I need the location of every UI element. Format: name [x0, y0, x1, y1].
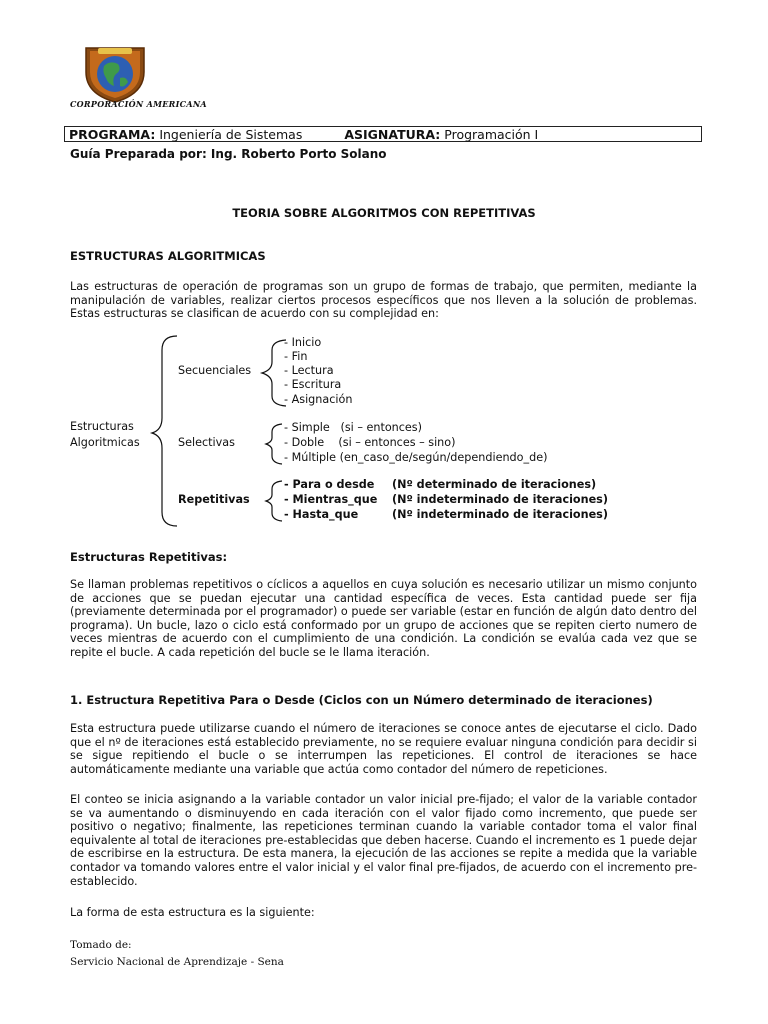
subject-label: ASIGNATURA: — [344, 127, 441, 142]
list-item: - Asignación — [284, 393, 353, 406]
root-label-line1: Estructuras — [70, 420, 134, 433]
list-item-desc: (Nº determinado de iteraciones) — [392, 478, 597, 491]
section-heading-repetitivas: Estructuras Repetitivas: — [70, 550, 228, 564]
para-desde-paragraph-1: Esta estructura puede utilizarse cuando el número de iteraciones se conoce antes de ejecutarse el ciclo. Dado que el nº de iteraciones está establecido previamente, no se requiere evaluar ninguna condición para decidir si se sigue repitiendo el bucle o se interrumpen las repeticiones. El control de iteraciones se hace automáticamente mediante una variable que actúa como contador del número de repeticiones. — [70, 722, 697, 776]
program-label: PROGRAMA: — [69, 127, 156, 142]
list-item: - Fin — [284, 350, 308, 363]
list-item-name: - Hasta_que — [284, 508, 359, 521]
list-item: - Doble (si – entonces – sino) — [284, 436, 456, 449]
section-heading-estructuras: ESTRUCTURAS ALGORITMICAS — [70, 249, 266, 263]
footer-taken-from: Tomado de: — [70, 939, 132, 951]
root-label-line2: Algoritmicas — [70, 436, 140, 449]
section-intro-paragraph: Las estructuras de operación de programas son un grupo de formas de trabajo, que permiten, mediante la manipulación de variables, realizar ciertos procesos específicos que nos lleven a la solución de problemas. Estas estructuras se clasifican de acuerdo con su complejidad en: — [70, 280, 697, 321]
program-value: Ingeniería de Sistemas — [159, 127, 303, 142]
repetitivas-paragraph: Se llaman problemas repetitivos o cíclicos a aquellos en cuya solución es necesario utilizar un mismo conjunto de acciones que se puedan ejecutar una cantidad específica de veces. Esta cantidad puede ser fija (previamente determinada por el programador) o puede ser variable (estar en función de algún dato dentro del programa). Un bucle, lazo o ciclo está conformado por un grupo de acciones que se repiten cierto numero de veces mientras de acuerdo con el cumplimiento de una condición. La condición se evalúa cada vez que se repite el bucle. A cada repetición del bucle se le llama iteración. — [70, 578, 697, 659]
list-item: - Múltiple (en_caso_de/según/dependiendo_de) — [284, 451, 548, 464]
list-item-desc: (Nº indeterminado de iteraciones) — [392, 508, 608, 521]
footer-source: Servicio Nacional de Aprendizaje - Sena — [70, 956, 284, 968]
guide-author: Guía Preparada por: Ing. Roberto Porto Solano — [70, 147, 387, 161]
section-heading-para-desde: 1. Estructura Repetitiva Para o Desde (Ciclos con un Número determinado de iteraciones) — [70, 693, 653, 707]
list-item: - Simple (si – entonces) — [284, 421, 422, 434]
list-item-name: - Para o desde — [284, 478, 375, 491]
list-item: - Escritura — [284, 378, 342, 391]
para-desde-paragraph-2: El conteo se inicia asignando a la variable contador un valor inicial pre-fijado; el valor de la variable contador se va aumentando o disminuyendo en cada iteración con el valor fijado como incremento, que puede ser positivo o negativo; finalmente, las repeticiones terminan cuando la variable contador toma el valor final equivalente al total de iteraciones pre-establecidas que deben hacerse. Cuando el incremento es 1 puede dejar de escribirse en la estructura. De esta manera, la ejecución de las acciones se repite a medida que la variable contador va tomando valores entre el valor inicial y el valor final pre-fijados, de acuerdo con el incremento pre-establecido. — [70, 793, 697, 888]
group-selectivas: Selectivas — [178, 436, 235, 449]
list-item-name: - Mientras_que — [284, 493, 378, 506]
group-secuenciales: Secuenciales — [178, 364, 252, 377]
para-desde-paragraph-3: La forma de esta estructura es la siguiente: — [70, 906, 315, 919]
list-item-desc: (Nº indeterminado de iteraciones) — [392, 493, 608, 506]
group-repetitivas: Repetitivas — [178, 493, 250, 506]
document-title: TEORIA SOBRE ALGORITMOS CON REPETITIVAS — [232, 206, 536, 220]
subject-value: Programación I — [444, 127, 539, 142]
corporation-name: CORPORACIÓN AMERICANA — [70, 99, 207, 109]
list-item: - Lectura — [284, 364, 334, 377]
list-item: - Inicio — [284, 336, 322, 349]
